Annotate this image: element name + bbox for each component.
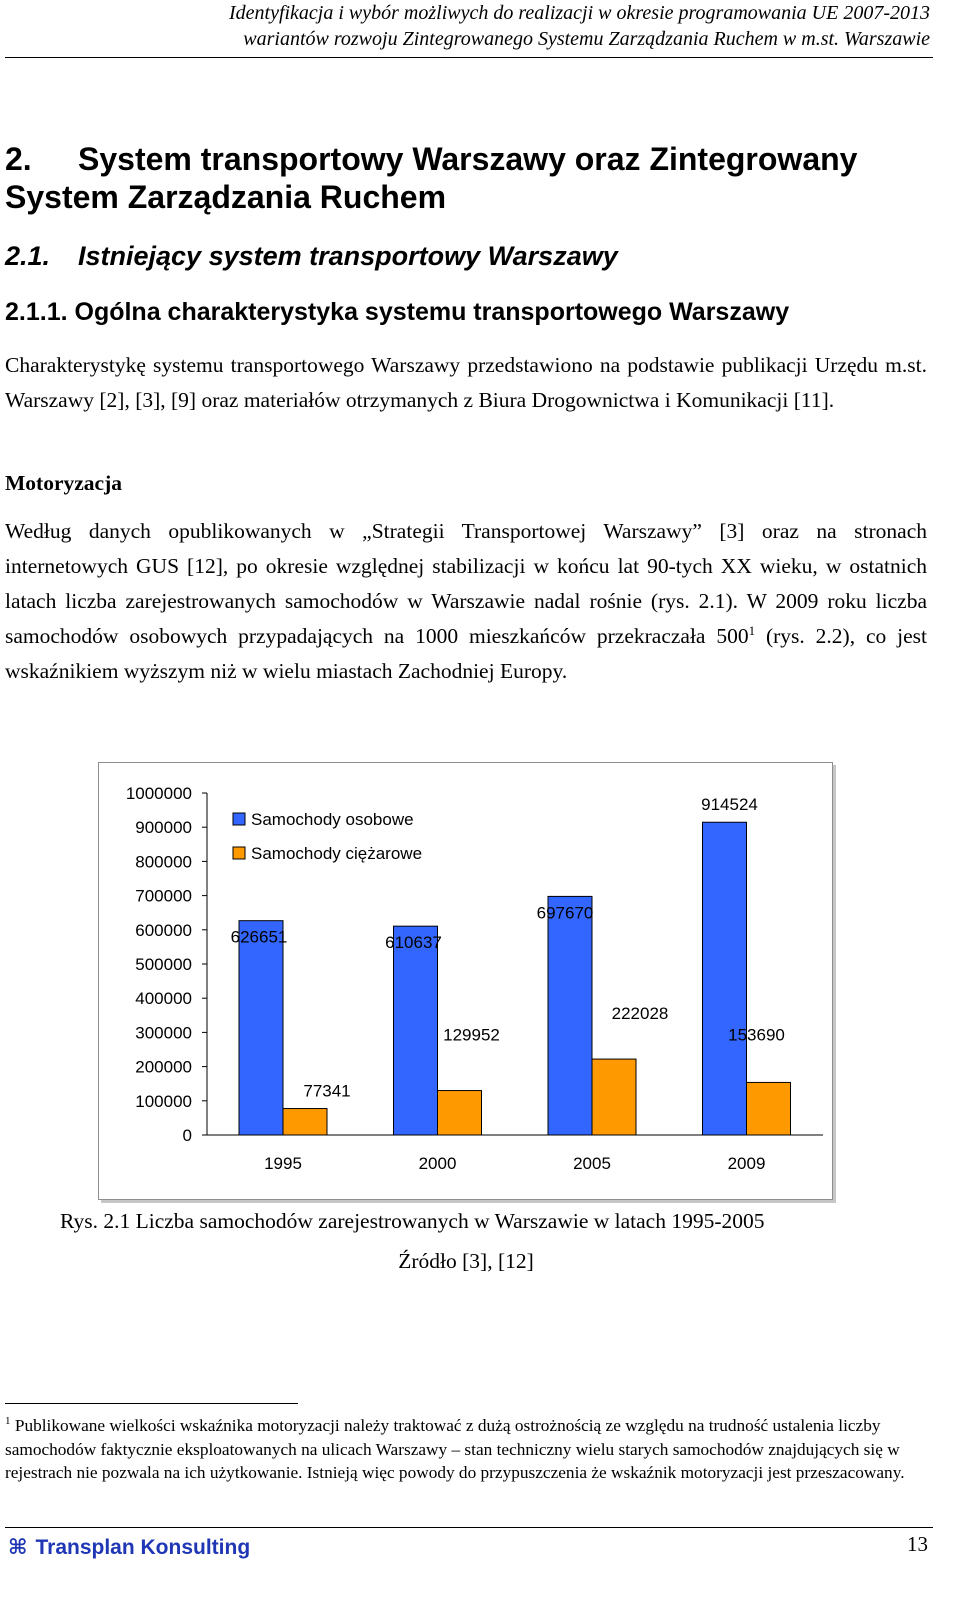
page-number: 13 [907,1532,928,1556]
bar-trucks [283,1109,327,1135]
y-tick-label: 800000 [135,852,192,872]
y-tick-label: 0 [182,1126,192,1145]
footnote-text: Publikowane wielkości wskaźnika motoryzacji należy traktować z dużą ostrożnością ze względu na trudność ustalenia liczby samochodów faktycznie eksploatowanych na ulicach Warszawy – stan techniczny wielu starych samochodów znajdujących się w rejestrach nie pozwala na ich użytkowanie. Istnieją więc powody do przypuszczenia że wskaźnik motoryzacji jest przeszacowany. [5,1416,905,1482]
y-tick-label: 1000000 [125,784,192,803]
x-tick-label: 1995 [264,1154,302,1173]
running-header-line-1: Identyfikacja i wybór możliwych do realizacji w okresie programowania UE 2007-2013 [228,2,930,24]
cars-bar-chart [99,763,832,1199]
data-label-passenger-cars: 697670 [536,903,594,923]
chapter-heading [5,140,925,216]
legend-swatch [233,813,245,825]
intro-paragraph: Charakterystykę systemu transportowego Warszawy przedstawiono na podstawie publikacji Urzędu m.st. Warszawy [2], [3], [9] oraz materiałów otrzymanych z Biura Drogownictwa i Komunikacji [11]. [5,353,927,412]
running-header-line-2: wariantów rozwoju Zintegrowanego Systemu Zarządzania Ruchem w m.st. Warszawie [243,28,930,50]
motorization-heading: Motoryzacja [5,471,122,495]
data-label-passenger-cars: 610637 [385,933,442,953]
data-label-passenger-cars: 626651 [230,927,288,947]
bar-trucks [747,1082,791,1135]
y-tick-label: 400000 [135,989,192,1009]
footnote-divider [5,1403,298,1404]
y-tick-label: 200000 [135,1057,192,1077]
x-tick-label: 2009 [727,1154,766,1173]
section-heading [5,240,618,272]
data-label-trucks: 129952 [443,1025,500,1045]
y-tick-label: 500000 [135,955,192,974]
running-header [0,0,930,52]
y-tick-label: 100000 [135,1091,192,1111]
footnote-reference[interactable]: 1 [748,623,756,638]
bar-trucks [592,1059,636,1135]
x-tick-label: 2000 [418,1154,457,1173]
motorization-paragraph [5,514,927,689]
chapter-number: 2. [5,141,32,177]
data-label-trucks: 153690 [728,1025,785,1045]
bar-passenger-cars [548,896,592,1135]
figure-caption: Rys. 2.1 Liczba samochodów zarejestrowanych w Warszawie w latach 1995-2005 [60,1209,765,1233]
motorization-text-part-1: Według danych opublikowanych w „Strategii Transportowej Warszawy” [3] oraz na stronach internetowych GUS [12], po okresie względnej stabilizacji w końcu lat 90-tych XX wieku, w ostatnich latach liczba zarejestrowanych samochodów w Warszawie nadal rośnie (rys. 2.1). W 2009 roku liczba samochodów osobowych przypadających na 1000 mieszkańców przekraczała 500 [5,519,927,648]
legend-swatch [233,847,245,859]
chart-frame [98,762,833,1200]
data-label-trucks: 77341 [303,1081,351,1101]
x-tick-label: 2005 [573,1154,611,1173]
bar-passenger-cars [239,921,283,1135]
bar-passenger-cars [703,822,747,1135]
legend-label: Samochody ciężarowe [251,844,423,863]
command-icon: ⌘ [8,1536,28,1559]
bar-passenger-cars [394,926,438,1135]
data-label-trucks: 222028 [611,1004,669,1024]
company-logo [8,1534,250,1562]
data-label-passenger-cars: 914524 [701,795,758,815]
y-tick-label: 600000 [135,920,192,940]
figure-source: Źródło [3], [12] [398,1249,534,1273]
bar-trucks [438,1091,482,1135]
motorization-text-part-2: (rys. 2.2), co jest wskaźnikiem wyższym niż w wielu miastach Zachodniej Europy. [5,624,927,683]
subsection-heading: 2.1.1. Ogólna charakterystyka systemu transportowego Warszawy [5,298,790,326]
y-tick-label: 300000 [135,1023,192,1043]
section-title: Istniejący system transportowy Warszawy [78,241,618,271]
company-name: Transplan Konsulting [35,1536,251,1559]
footnote [5,1414,927,1485]
section-number: 2.1. [5,241,51,271]
chapter-title: System transportowy Warszawy oraz Zintegrowany System Zarządzania Ruchem [5,141,858,215]
y-tick-label: 900000 [135,818,192,838]
header-divider [5,57,933,58]
footnote-number: 1 [5,1415,11,1427]
footer-divider [5,1527,933,1528]
y-tick-label: 700000 [135,886,192,906]
legend-label: Samochody osobowe [251,810,414,829]
